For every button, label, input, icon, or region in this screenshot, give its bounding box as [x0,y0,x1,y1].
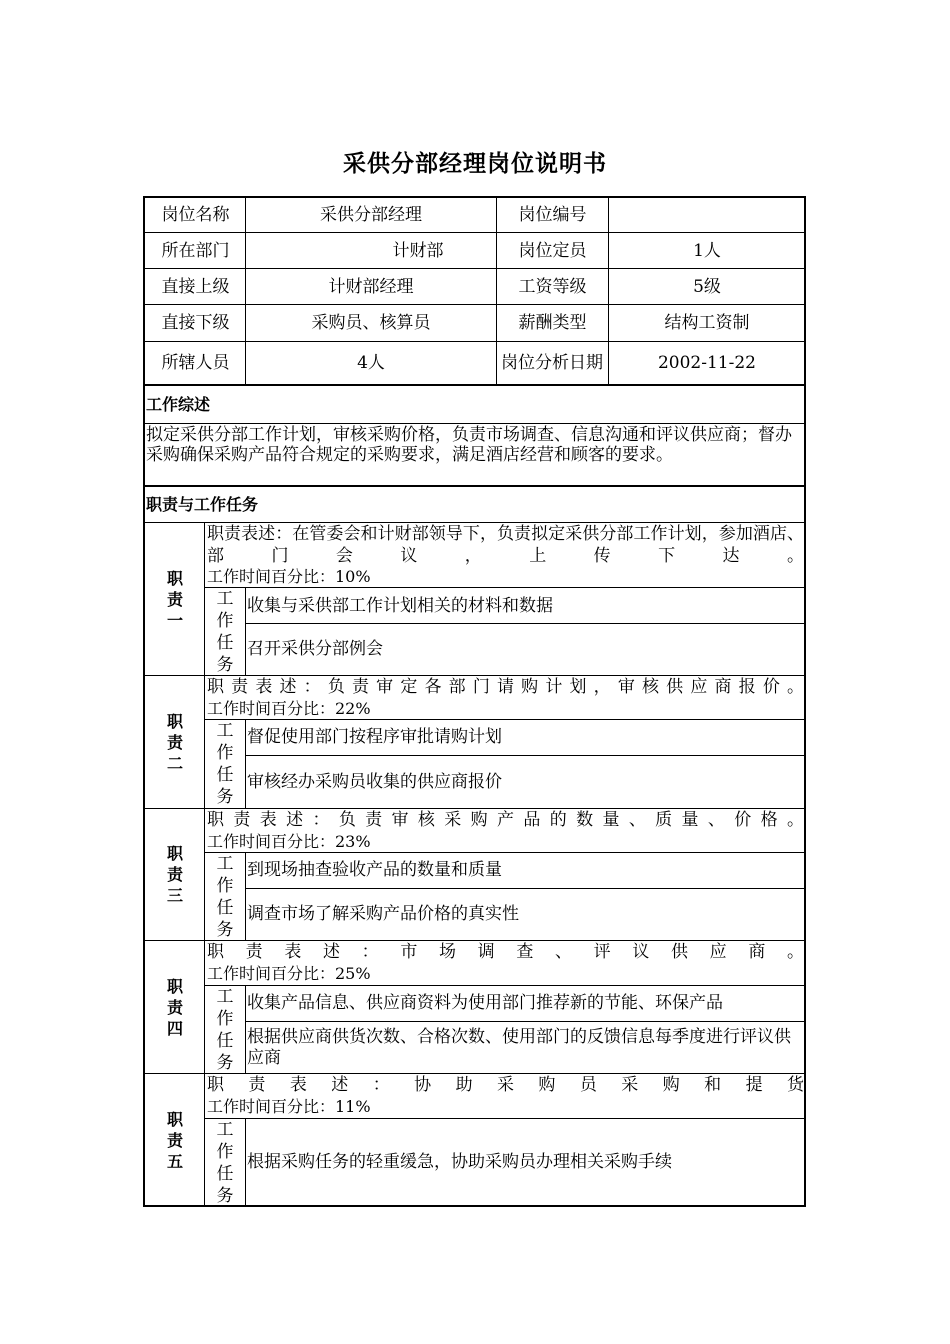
label-headcount: 岗位定员 [518,240,587,261]
task-label-text: 工作任务 [216,1119,234,1206]
duty-label-char: 二 [166,753,183,773]
duty-5-description: 职责表述：协助采购员采购和提货 [207,1075,804,1095]
duty-4-task-1: 收集产品信息、供应商资料为使用部门推荐新的节能、环保产品 [247,993,723,1013]
duty-2-task-label [206,720,245,808]
duty-3-description: 职责表述：负责审核采购产品的数量、质量、价格。 [207,810,804,830]
task-label-text: 工作任务 [216,588,234,675]
label-salary-grade: 工资等级 [518,276,587,297]
value-position-name: 采供分部经理 [320,205,422,225]
value-salary-grade: 5级 [693,276,721,297]
duty-1-task-2: 召开采供分部例会 [247,639,383,659]
value-analysis-date: 2002-11-22 [657,353,756,373]
duty-label-char: 职 [166,976,183,996]
duty-1-percent: 工作时间百分比：10% [207,567,371,586]
duty-3-task-1: 到现场抽查验收产品的数量和质量 [247,860,502,880]
task-label-text: 工作任务 [216,721,234,807]
divider [245,986,246,1073]
duty-label-char: 一 [166,610,183,630]
duty-label-char: 责 [166,997,183,1017]
duty-1-label [146,523,204,675]
duty-label-char: 责 [166,865,183,884]
label-direct-superior: 直接上级 [161,276,230,297]
value-position-code [609,198,805,232]
duty-2-task-1: 督促使用部门按程序审批请购计划 [247,727,502,747]
duty-2-percent: 工作时间百分比：22% [207,699,371,718]
duty-label-char: 职 [166,568,183,588]
duty-1-description: 职责表述：在管委会和计财部领导下，负责拟定采供分部工作计划，参加酒店、部门会议，上传下达。 [207,524,804,566]
duty-3-percent: 工作时间百分比：23% [207,832,371,851]
task-label-text: 工作任务 [216,853,234,940]
duty-3-label [146,809,204,940]
summary-text: 拟定采供分部工作计划，审核采购价格，负责市场调查、信息沟通和评议供应商；督办采购确保采购产品符合规定的采购要求，满足酒店经营和顾客的要求。 [146,425,792,465]
duty-label-char: 四 [166,1018,183,1038]
label-pay-type: 薪酬类型 [518,313,587,333]
duty-4-percent: 工作时间百分比：25% [207,964,371,983]
value-staff-under: 4人 [357,353,385,373]
divider [245,1119,246,1206]
value-headcount: 1人 [693,240,721,261]
duty-4-task-2: 根据供应商供货次数、合格次数、使用部门的反馈信息每季度进行评议供应商 [247,1026,791,1068]
value-direct-subordinates: 采购员、核算员 [311,313,431,333]
value-pay-type: 结构工资制 [664,313,750,333]
divider [144,384,806,386]
value-direct-superior: 计财部经理 [328,276,414,297]
duty-5-task-label [206,1119,245,1206]
duty-1-task-label [206,588,245,675]
label-analysis-date: 岗位分析日期 [501,353,603,373]
divider [144,485,806,487]
duty-2-description: 职责表述：负责审定各部门请购计划，审核供应商报价。 [207,677,804,697]
duty-label-char: 三 [166,886,183,905]
divider [245,853,246,940]
divider [144,423,806,424]
label-direct-subordinates: 直接下级 [161,313,230,333]
duty-label-char: 职 [166,844,183,863]
duty-4-description: 职责表述：市场调查、评议供应商。 [207,942,804,962]
divider [245,588,246,675]
label-department: 所在部门 [161,240,230,261]
duty-label-char: 五 [166,1151,183,1171]
duty-5-percent: 工作时间百分比：11% [207,1097,371,1116]
duties-heading: 职责与工作任务 [146,495,259,514]
label-position-name: 岗位名称 [161,205,230,225]
divider [245,720,246,808]
duty-4-task-label [206,986,245,1073]
duty-4-label [146,941,204,1073]
duty-label-char: 责 [166,732,183,752]
duty-label-char: 责 [166,1130,183,1150]
divider [204,523,205,1206]
duty-2-task-2: 审核经办采购员收集的供应商报价 [247,771,502,792]
duty-label-char: 职 [166,1109,183,1129]
duty-label-char: 责 [166,589,183,609]
duty-2-label [146,676,204,808]
task-label-text: 工作任务 [216,986,234,1073]
duty-1-task-1: 收集与采供部工作计划相关的材料和数据 [247,595,553,616]
duty-3-task-2: 调查市场了解采购产品价格的真实性 [247,904,519,924]
duty-3-task-label [206,853,245,940]
label-position-code: 岗位编号 [518,205,587,225]
duty-label-char: 职 [166,711,183,731]
value-department: 计财部 [392,240,444,261]
page-title: 采供分部经理岗位说明书 [343,151,607,177]
summary-heading: 工作综述 [146,395,211,414]
duty-5-task-1: 根据采购任务的轻重缓急，协助采购员办理相关采购手续 [247,1152,672,1172]
duty-5-label [146,1074,204,1206]
label-staff-under: 所辖人员 [161,353,230,373]
